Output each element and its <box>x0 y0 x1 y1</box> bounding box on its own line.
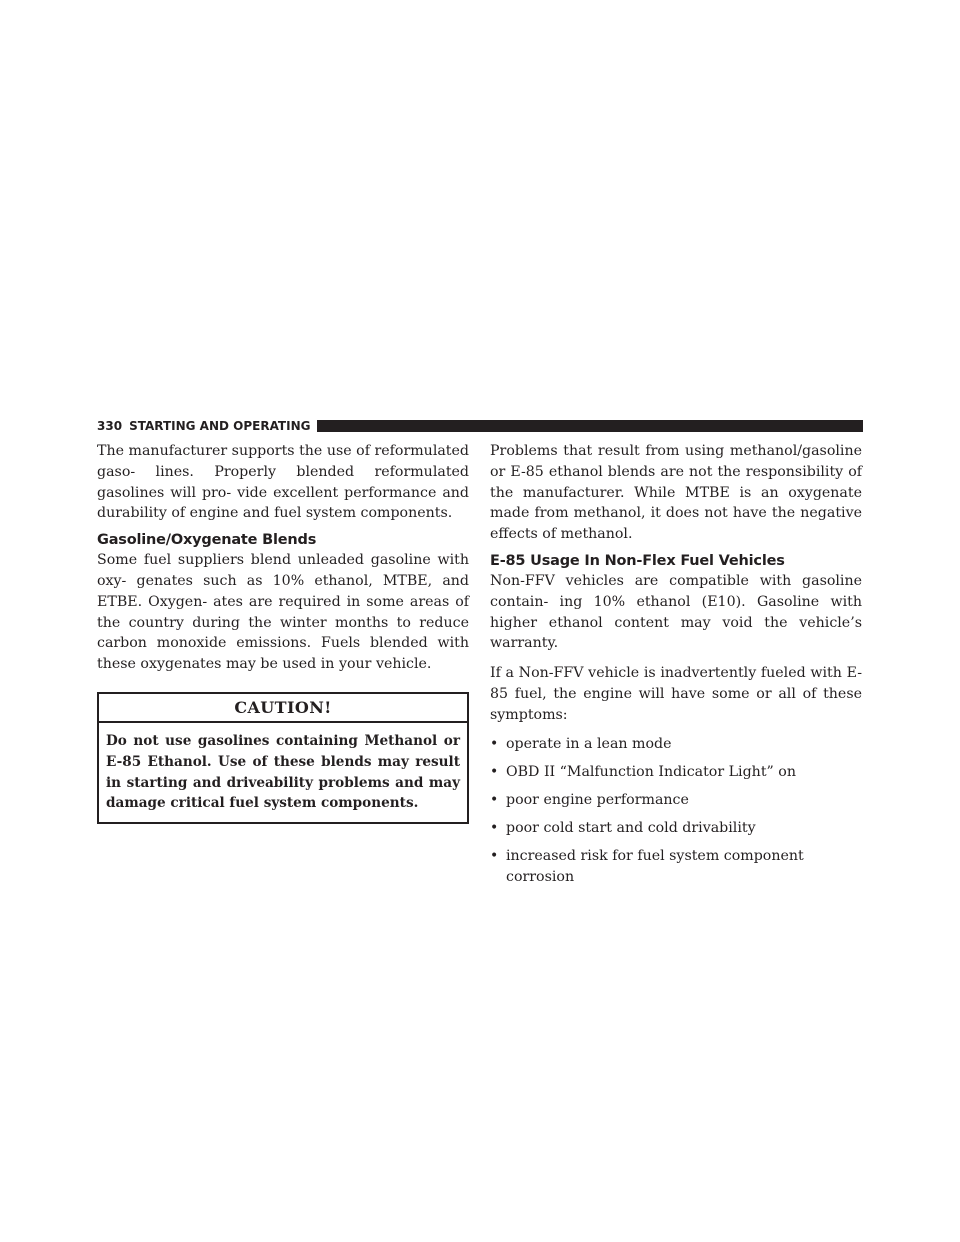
list-item: • poor cold start and cold drivability <box>490 818 862 839</box>
page-header <box>97 418 863 434</box>
oxygenate-paragraph: Some fuel suppliers blend unleaded gasoline with oxy- genates such as 10% ethanol, MTBE, and ETBE. Oxygen- ates are required in some areas of the country during the winter months to reduce carbon monoxide emissions. Fuels blended with these oxygenates may be used in your vehicle. <box>97 552 469 673</box>
right-column <box>490 441 862 895</box>
caution-text: Do not use gasolines containing Methanol or E-85 Ethanol. Use of these blends may result in starting and driveability problems and may damage critical fuel system components. <box>106 732 460 812</box>
bullet-icon: • <box>490 763 499 780</box>
list-item: • poor engine performance <box>490 790 862 811</box>
bullet-icon: • <box>490 848 499 865</box>
bullet-icon: • <box>490 791 499 808</box>
header-rule-bar <box>317 420 863 432</box>
caution-title: CAUTION! <box>99 694 467 723</box>
symptoms-list <box>490 734 862 888</box>
heading-e85-usage: E-85 Usage In Non-Flex Fuel Vehicles <box>490 552 785 569</box>
heading-gasoline-oxygenate-blends: Gasoline/Oxygenate Blends <box>97 532 317 549</box>
symptoms-intro-paragraph: If a Non-FFV vehicle is inadvertently fueled with E-85 fuel, the engine will have some or all of these symptoms: <box>490 665 862 723</box>
bullet-icon: • <box>490 735 499 752</box>
list-item: • operate in a lean mode <box>490 734 862 755</box>
intro-paragraph: The manufacturer supports the use of reformulated gaso- lines. Properly blended reformulated gasolines will pro- vide excellent performance and durability of engine and fuel system components. <box>97 443 469 522</box>
list-item: • OBD II “Malfunction Indicator Light” on <box>490 762 862 783</box>
left-column <box>97 441 469 824</box>
caution-box <box>97 692 469 824</box>
section-title: STARTING AND OPERATING <box>129 419 311 433</box>
page-number: 330 <box>97 419 123 433</box>
problems-paragraph: Problems that result from using methanol/gasoline or E-85 ethanol blends are not the responsibility of the manufacturer. While MTBE is an oxygenate made from methanol, it does not have the negative effects of methanol. <box>490 443 862 543</box>
bullet-icon: • <box>490 820 499 837</box>
compatibility-paragraph: Non-FFV vehicles are compatible with gasoline contain- ing 10% ethanol (E10). Gasoline with higher ethanol content may void the vehicle’s warranty. <box>490 572 862 652</box>
list-item: • increased risk for fuel system component corrosion <box>490 848 804 886</box>
